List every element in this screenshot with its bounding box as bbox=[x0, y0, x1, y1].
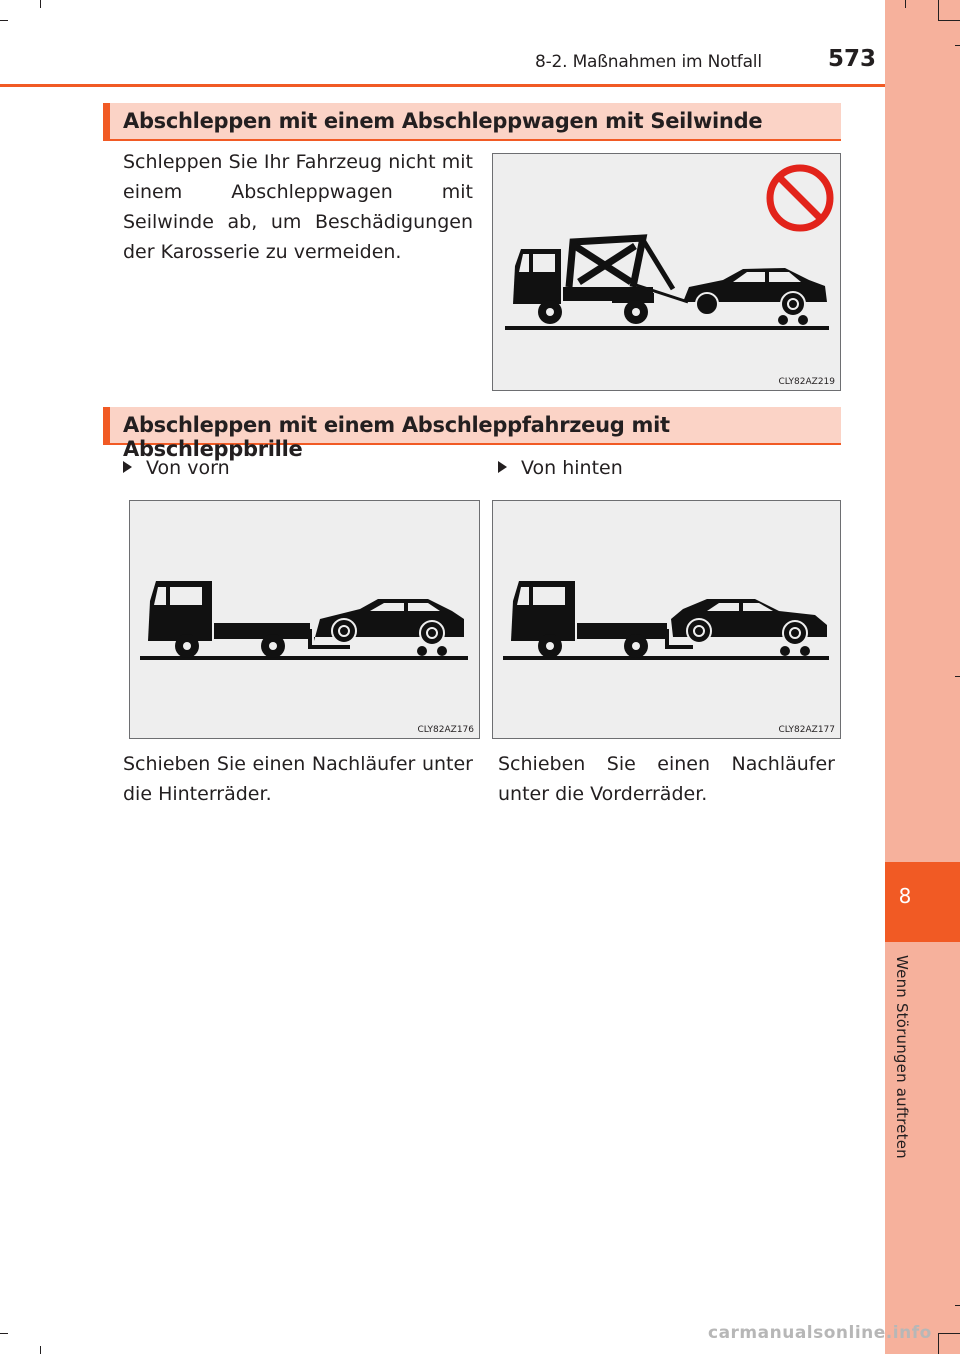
watermark: carmanualsonline.info bbox=[708, 1323, 932, 1343]
crop-mark bbox=[0, 20, 8, 21]
heading-accent-bar bbox=[103, 103, 110, 139]
crop-mark bbox=[955, 676, 960, 677]
crop-mark bbox=[938, 0, 939, 20]
figure-tow-from-rear bbox=[492, 500, 841, 739]
winch-warning-text: Schleppen Sie Ihr Fahrzeug nicht mit einem Abschleppwagen mit Seilwinde ab, um Beschädigungen der Karosserie zu vermeiden. bbox=[123, 151, 473, 263]
section-title: Abschleppen mit einem Abschleppwagen mit Seilwinde bbox=[123, 109, 763, 133]
crop-mark bbox=[955, 45, 960, 46]
crop-mark bbox=[0, 1333, 8, 1334]
crop-mark bbox=[955, 1305, 960, 1306]
section-header: 8-2. Maßnahmen im Notfall bbox=[535, 52, 762, 72]
figure-code: CLY82AZ176 bbox=[417, 725, 474, 735]
triangle-bullet-icon bbox=[123, 461, 132, 473]
chapter-title: Wenn Störungen auftreten bbox=[893, 955, 911, 1159]
crop-mark bbox=[905, 0, 906, 8]
crop-mark bbox=[40, 0, 41, 8]
bullet-label: Von hinten bbox=[521, 457, 623, 479]
section-heading-wheel-lift bbox=[103, 407, 841, 461]
figure-code: CLY82AZ219 bbox=[778, 377, 835, 387]
tow-front-text: Schieben Sie einen Nachläufer unter die Hinterräder. bbox=[123, 753, 473, 805]
section-heading-winch bbox=[103, 103, 841, 141]
figure-winch-truck bbox=[492, 153, 841, 391]
tow-front-illustration bbox=[130, 501, 479, 738]
winch-truck-illustration bbox=[493, 154, 840, 390]
tow-rear-text: Schieben Sie einen Nachläufer unter die Vorderräder. bbox=[498, 753, 835, 805]
triangle-bullet-icon bbox=[498, 461, 507, 473]
bullet-label: Von vorn bbox=[146, 457, 230, 479]
crop-mark bbox=[938, 20, 960, 21]
header-rule bbox=[0, 84, 885, 87]
chapter-number: 8 bbox=[898, 884, 912, 908]
bullet-from-rear bbox=[498, 457, 623, 479]
figure-tow-from-front bbox=[129, 500, 480, 739]
figure-code: CLY82AZ177 bbox=[778, 725, 835, 735]
page-number: 573 bbox=[828, 46, 877, 72]
prohibition-icon bbox=[770, 168, 830, 228]
crop-mark bbox=[938, 1333, 939, 1354]
section-title: Abschleppen mit einem Abschleppfahrzeug mit Abschleppbrille bbox=[123, 413, 670, 461]
bullet-from-front bbox=[123, 457, 230, 479]
tow-rear-illustration bbox=[493, 501, 840, 738]
heading-accent-bar bbox=[103, 407, 110, 443]
crop-mark bbox=[938, 1333, 960, 1334]
crop-mark bbox=[40, 1346, 41, 1354]
